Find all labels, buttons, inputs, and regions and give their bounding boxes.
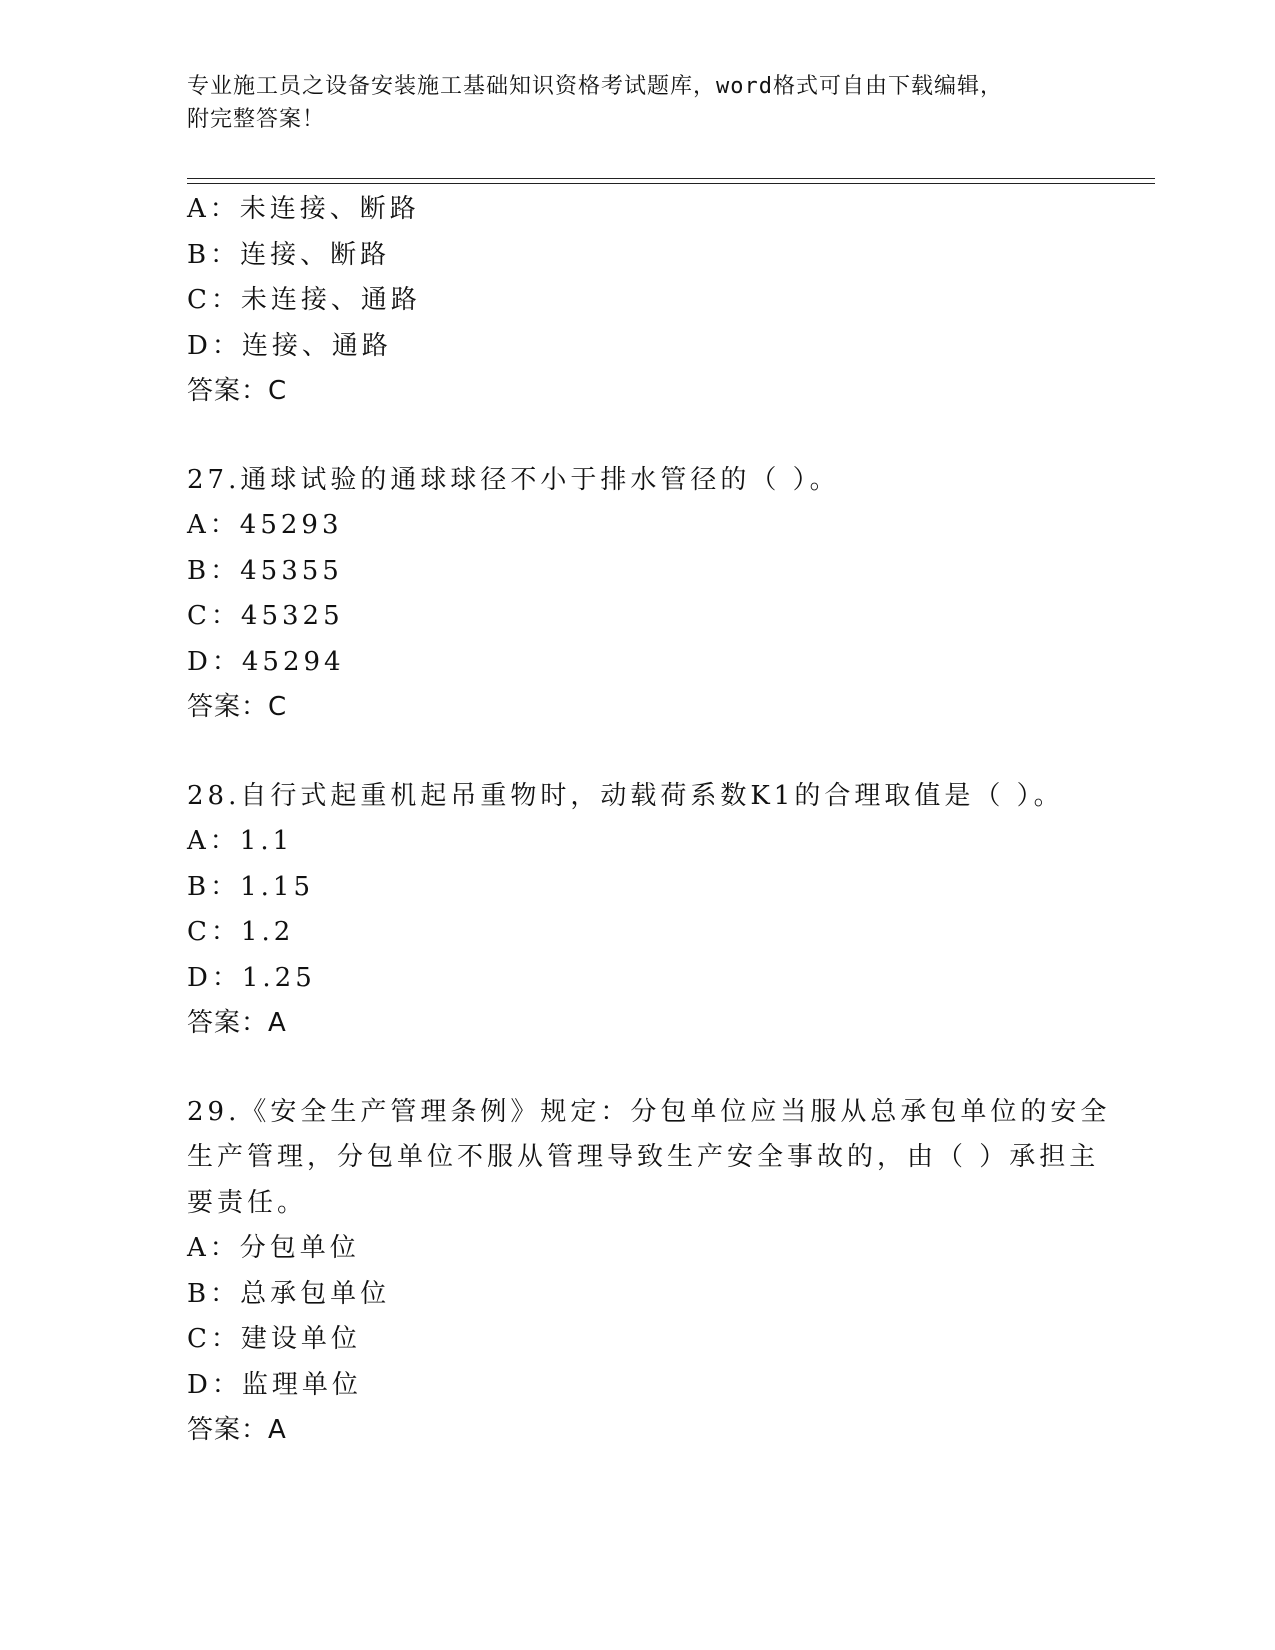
option-text: 监理单位 <box>241 1369 362 1400</box>
option-label: D： <box>187 646 242 677</box>
answer-line: 答案：A <box>187 1415 287 1445</box>
option-label: B： <box>187 239 241 270</box>
option-label: C： <box>187 917 241 947</box>
option-label: D： <box>187 962 242 993</box>
option-c <box>187 910 1087 956</box>
option-text: 1.1 <box>239 826 294 856</box>
option-d <box>187 1363 1087 1409</box>
question-block-29 <box>187 1090 1111 1454</box>
question-spacer <box>187 1047 1087 1090</box>
question-stem-line-2: 生产管理，分包单位不服从管理导致生产安全事故的，由（ ）承担主 <box>187 1142 1100 1172</box>
option-label: A： <box>187 826 240 856</box>
option-c <box>187 278 1087 324</box>
question-stem: 27.通球试验的通球球径不小于排水管径的（ ）。 <box>187 464 840 495</box>
question-block-26 <box>187 187 1087 415</box>
question-stem: 28.自行式起重机起吊重物时，动载荷系数K1的合理取值是（ ）。 <box>187 780 1064 811</box>
option-text: 45355 <box>240 555 343 586</box>
option-d <box>187 324 1087 370</box>
option-label: A： <box>187 194 240 224</box>
option-b <box>187 1272 1087 1318</box>
option-c <box>187 1317 1087 1363</box>
option-text: 1.25 <box>241 962 316 993</box>
header-line-1: 专业施工员之设备安装施工基础知识资格考试题库，word格式可自由下载编辑， <box>187 74 1003 99</box>
option-text: 未连接、断路 <box>239 194 420 224</box>
option-a <box>187 1226 1087 1272</box>
question-stem-line-3: 要责任。 <box>187 1187 308 1218</box>
option-b <box>187 549 1087 595</box>
question-block-28 <box>187 774 1087 1047</box>
question-list <box>187 187 1111 1454</box>
option-d <box>187 956 1087 1002</box>
option-label: B： <box>187 555 241 586</box>
option-label: D： <box>187 330 242 361</box>
option-label: A： <box>187 510 240 540</box>
option-d <box>187 640 1087 686</box>
answer-line: 答案：C <box>187 692 288 722</box>
answer-line: 答案：A <box>187 1008 287 1038</box>
option-text: 45293 <box>239 510 343 540</box>
option-label: B： <box>187 871 241 902</box>
option-b <box>187 233 1087 279</box>
option-text: 1.15 <box>240 871 314 902</box>
option-text: 总承包单位 <box>240 1278 391 1309</box>
header-divider-bottom <box>187 183 1155 184</box>
option-a <box>187 503 1087 549</box>
option-text: 1.2 <box>240 917 295 947</box>
option-c <box>187 594 1087 640</box>
option-label: C： <box>187 1324 241 1354</box>
option-label: A： <box>187 1233 240 1263</box>
answer-line: 答案：C <box>187 376 288 406</box>
option-a <box>187 819 1087 865</box>
option-a <box>187 187 1087 233</box>
option-label: C： <box>187 285 241 315</box>
option-text: 建设单位 <box>240 1324 361 1354</box>
option-text: 连接、断路 <box>240 239 391 270</box>
question-spacer <box>187 731 1087 774</box>
option-text: 45325 <box>240 601 344 631</box>
option-label: D： <box>187 1369 242 1400</box>
question-stem-line-1: 29.《安全生产管理条例》规定：分包单位应当服从总承包单位的安全 <box>187 1096 1111 1127</box>
header-divider-top <box>187 178 1155 179</box>
option-text: 分包单位 <box>239 1233 360 1263</box>
header-line-2: 附完整答案！ <box>187 107 326 132</box>
option-label: B： <box>187 1278 241 1309</box>
question-spacer <box>187 415 1087 458</box>
option-text: 未连接、通路 <box>240 285 421 315</box>
option-b <box>187 865 1087 911</box>
document-header <box>187 70 1077 136</box>
option-text: 45294 <box>241 646 345 677</box>
option-label: C： <box>187 601 241 631</box>
question-block-27 <box>187 458 1087 731</box>
option-text: 连接、通路 <box>241 330 392 361</box>
